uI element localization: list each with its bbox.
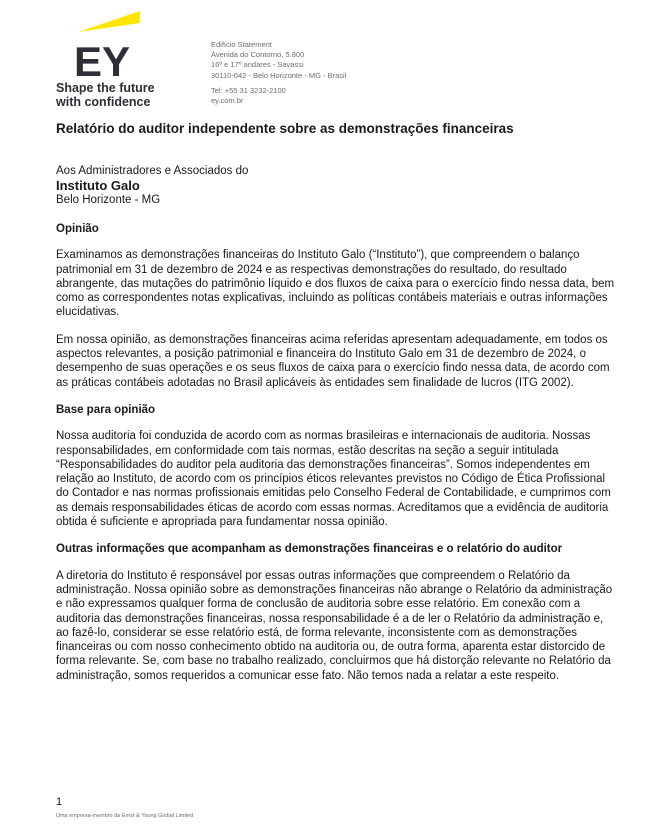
address-line: Edifício Statement (211, 40, 272, 49)
addressee-name: Instituto Galo (56, 177, 140, 193)
report-body (56, 222, 616, 696)
report-title: Relatório do auditor independente sobre as demonstrações financeiras (56, 121, 514, 136)
paragraph: Nossa auditoria foi conduzida de acordo com as normas brasileiras e internacionais de auditoria. Nossas responsabilidades, em conformidade com tais normas, estão descritas na seção a seguir intitulada “Responsabilidades do auditor pela auditoria das demonstrações financeiras”. Somos independentes em relação ao Instituto, de acordo com os princípios éticos relevantes previstos no Código de Ética Profissional do Contador e nas normas profissionais emitidas pelo Conselho Federal de Contabilidade, e cumprimos com as demais responsabilidades éticas de acordo com essas normas. Acreditamos que a evidência de auditoria obtida é suficiente e apropriada para fundamentar nossa opinião. (56, 430, 611, 529)
paragraph: Examinamos as demonstrações financeiras do Instituto Galo (“Instituto”), que compreendem o balanço patrimonial em 31 de dezembro de 2024 e as respectivas demonstrações do resultado, do resultado abrangente, das mutações do patrimônio líquido e dos fluxos de caixa para o exercício findo nessa data, bem como as correspondentes notas explicativas, incluindo as políticas contábeis materiais e outras informações elucidativas. (56, 249, 615, 319)
ey-tagline (56, 81, 155, 109)
tagline-line2: with confidence (56, 95, 151, 109)
address-line: 30110-042 - Belo Horizonte - MG - Brasil (211, 70, 347, 80)
paragraph: Em nossa opinião, as demonstrações financeiras acima referidas apresentam adequadamente, em todos os aspectos relevantes, a posição patrimonial e financeira do Instituto Galo em 31 de dezembro de 2024, o desempenho de suas operações e os seus fluxos de caixa para o exercício findo nessa data, de acordo com as práticas contábeis adotadas no Brasil aplicáveis às entidades sem finalidade de lucros (ITG 2002). (56, 333, 610, 389)
addressee-city: Belo Horizonte - MG (56, 194, 161, 206)
ey-logo-icon (56, 8, 166, 80)
section-heading-outras: Outras informações que acompanham as demonstrações financeiras e o relatório do auditor (56, 543, 563, 556)
address-line: 16º e 17º andares - Savassi (211, 60, 304, 70)
phone-number: Tel: +55 31 3232-2100 (211, 85, 286, 95)
section-heading-base: Base para opinião (56, 403, 156, 416)
addressee-line: Aos Administradores e Associados do (56, 165, 249, 177)
section-heading-opiniao: Opinião (56, 223, 99, 235)
paragraph: A diretoria do Instituto é responsável por essas outras informações que compreendem o Relatório da administração. Nossa opinião sobre as demonstrações financeiras não abrange o Relatório da administração e não expressamos qualquer forma de conclusão de auditoria sobre esse relatório. Em conexão com a auditoria das demonstrações financeiras, nossa responsabilidade é a de ler o Relatório da administração e, ao fazê-lo, considerar se esse relatório está, de forma relevante, inconsistente com as demonstrações financeiras ou com nosso conhecimento obtido na auditoria ou, de outra forma, aparenta estar distorcido de forma relevante. Se, com base no trabalho realizado, concluirmos que há distorção relevante no Relatório da administração, somos requeridos a comunicar esse fato. Não temos nada a relatar a este respeito. (56, 569, 613, 682)
address-line: Avenida do Contorno, 5.800 (211, 50, 305, 60)
office-address (211, 40, 346, 106)
tagline-line1: Shape the future (56, 81, 155, 95)
page-number: 1 (56, 796, 63, 808)
addressee-block (56, 164, 248, 208)
ey-logo-text: EY (74, 38, 131, 80)
website-link[interactable]: ey.com.br (211, 95, 244, 105)
footer-note: Uma empresa-membro da Ernst & Young Global Limited (56, 813, 194, 819)
